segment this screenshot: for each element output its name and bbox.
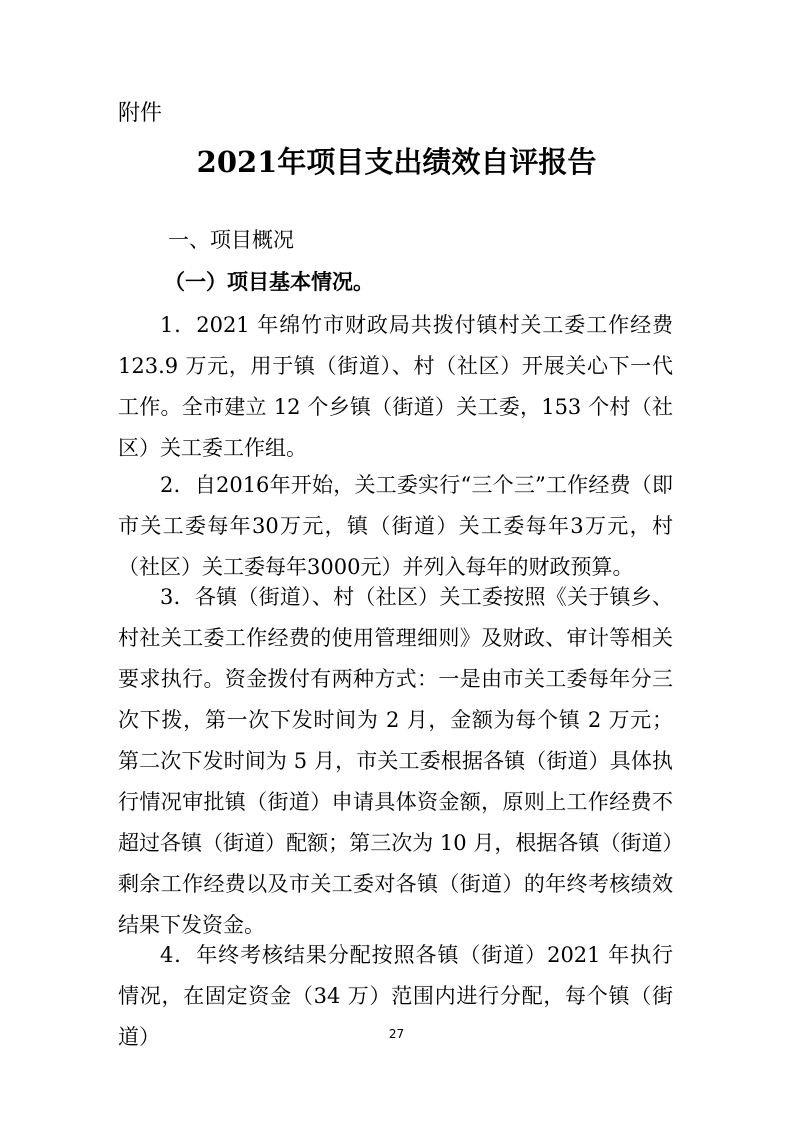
paragraph-2: 2．自2016年开始，关工委实行“三个三”工作经费（即市关工委每年30万元，镇（街道）关工委每年3万元，村（社区）关工委每年3000元）并列入每年的财政预算。 [118,473,673,579]
paragraph-4: 4．年终考核结果分配按照各镇（街道）2021 年执行情况，在固定资金（34 万）范围内进行分配，每个镇（街道） [118,943,673,1049]
attachment-label: 附件 [118,101,163,126]
paragraph-1: 1．2021 年绵竹市财政局共拨付镇村关工委工作经费123.9 万元，用于镇（街道）、村（社区）开展关心下一代工作。全市建立 12 个乡镇（街道）关工委，153 个村（社区）关工委工作组。 [118,313,673,460]
paragraph-3: 3．各镇（街道）、村（社区）关工委按照《关于镇乡、村社关工委工作经费的使用管理细则》及财政、审计等相关要求执行。资金拨付有两种方式：一是由市关工委每年分三次下拨，第一次下发时间为 2 月，金额为每个镇 2 万元；第二次下发时间为 5 月，市关工委根据各镇（街道）具体执行情况审批镇（街道）申请具体资金额，原则上工作经费不超过各镇（街道）配额；第三次为 10 月，根据各镇（街道）剩余工作经费以及市关工委对各镇（街道）的年终考核绩效结果下发资金。 [118,585,673,937]
report-title: 2021年项目支出绩效自评报告 [196,145,597,179]
section-heading: 一、项目概况 [168,228,294,252]
subsection-heading: （一）项目基本情况。 [164,270,374,294]
page-number: 27 [388,1027,405,1041]
